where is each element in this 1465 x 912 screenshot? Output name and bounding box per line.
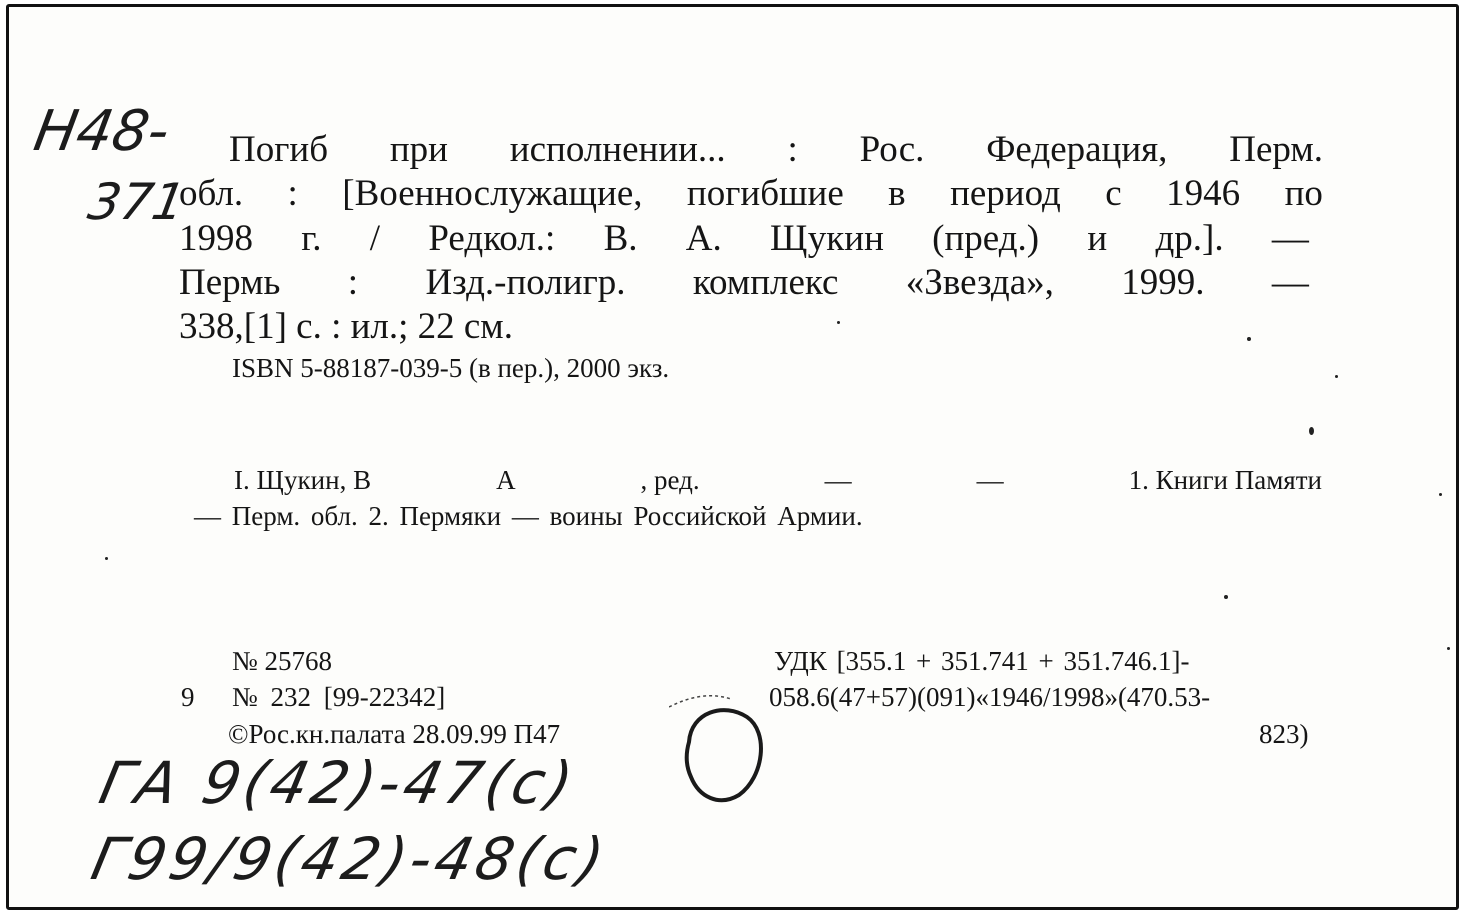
entry-word: по: [1284, 173, 1323, 214]
tracing-text: I. Щукин, В: [234, 465, 372, 495]
entry-word: комплекс: [692, 262, 839, 303]
entry-word: —: [1271, 218, 1309, 259]
card-number: № 25768: [232, 646, 333, 676]
udc-line-2: 058.6(47+57)(091)«1946/1998»(470.53-: [769, 682, 1211, 712]
entry-word: :: [287, 173, 298, 214]
entry-word: 1999.: [1121, 262, 1205, 303]
entry-word: А.: [685, 218, 722, 259]
entry-word: (пред.): [932, 218, 1040, 259]
entry-word: 1946: [1166, 173, 1241, 214]
handwritten-class-2: Г99/9(42)-48(с): [85, 825, 614, 893]
entry-word: «Звезда»,: [905, 262, 1054, 303]
scan-speck: [1447, 647, 1450, 650]
tracing-text: —: [976, 465, 1004, 495]
registration-number: № 232 [99-22342]: [232, 682, 446, 712]
entry-word: Пермь: [179, 262, 281, 303]
entry-word: [Военнослужащие,: [342, 173, 643, 214]
scan-speck: [1439, 493, 1442, 496]
entry-word: погибшие: [686, 173, 844, 214]
entry-word: с: [1105, 173, 1122, 214]
udc-line-3: 823): [1259, 719, 1309, 749]
entry-word: Щукин: [770, 218, 884, 259]
entry-word: Погиб: [229, 129, 329, 170]
handwritten-class-1: ГА 9(42)-47(с): [93, 749, 583, 817]
entry-word: др.].: [1155, 218, 1224, 259]
entry-word: в: [888, 173, 906, 214]
entry-word: исполнении...: [509, 129, 726, 170]
entry-word: при: [389, 129, 448, 170]
oval-mark-icon: [669, 687, 779, 817]
entry-word: Перм.: [1229, 129, 1323, 170]
tracing-text: , ред.: [640, 465, 700, 495]
entry-word: Редкол.:: [428, 218, 556, 259]
entry-word: Рос.: [859, 129, 925, 170]
shelfmark-line1: Н48-: [29, 99, 175, 164]
isbn-line: ISBN 5-88187-039-5 (в пер.), 2000 экз.: [232, 353, 670, 383]
tracing-text: 1. Книги Памяти: [1128, 465, 1322, 495]
entry-word: и: [1087, 218, 1108, 259]
scan-speck: [1224, 595, 1228, 599]
tracings-line-2: — Перм. обл. 2. Пермяки — воины Российской Армии.: [194, 501, 863, 531]
entry-word: Федерация,: [986, 129, 1168, 170]
entry-word: Изд.-полигр.: [425, 262, 626, 303]
tracing-text: А: [496, 465, 516, 495]
entry-word: 1998: [179, 218, 253, 259]
scan-speck: [837, 321, 840, 324]
entry-line-2: [179, 175, 1323, 212]
scan-speck: [1335, 375, 1338, 378]
entry-word: В.: [603, 218, 638, 259]
udc-line-1: УДК [355.1 + 351.741 + 351.746.1]-: [774, 646, 1190, 676]
entry-word: г.: [301, 218, 322, 259]
shelfmark-line2: 371: [83, 173, 190, 231]
entry-word: /: [369, 218, 381, 259]
entry-word: :: [787, 129, 798, 170]
leading-index: 9: [181, 682, 195, 712]
tracings-line-1: [234, 467, 1322, 494]
entry-word: период: [950, 173, 1061, 214]
entry-word: обл.: [179, 173, 244, 214]
entry-word: —: [1271, 262, 1309, 303]
entry-line-3: [179, 220, 1309, 257]
tracing-text: —: [824, 465, 852, 495]
entry-line-5: 338,[1] с. : ил.; 22 см.: [179, 306, 513, 347]
entry-line-1: [229, 131, 1323, 168]
scan-speck: [1247, 337, 1251, 341]
scan-speck: [105, 557, 108, 560]
entry-word: :: [347, 262, 359, 303]
entry-line-4: [179, 264, 1309, 301]
catalog-card: [6, 4, 1459, 910]
scan-speck: [1309, 427, 1314, 435]
copyright-line: ©Рос.кн.палата 28.09.99 П47: [228, 719, 561, 749]
